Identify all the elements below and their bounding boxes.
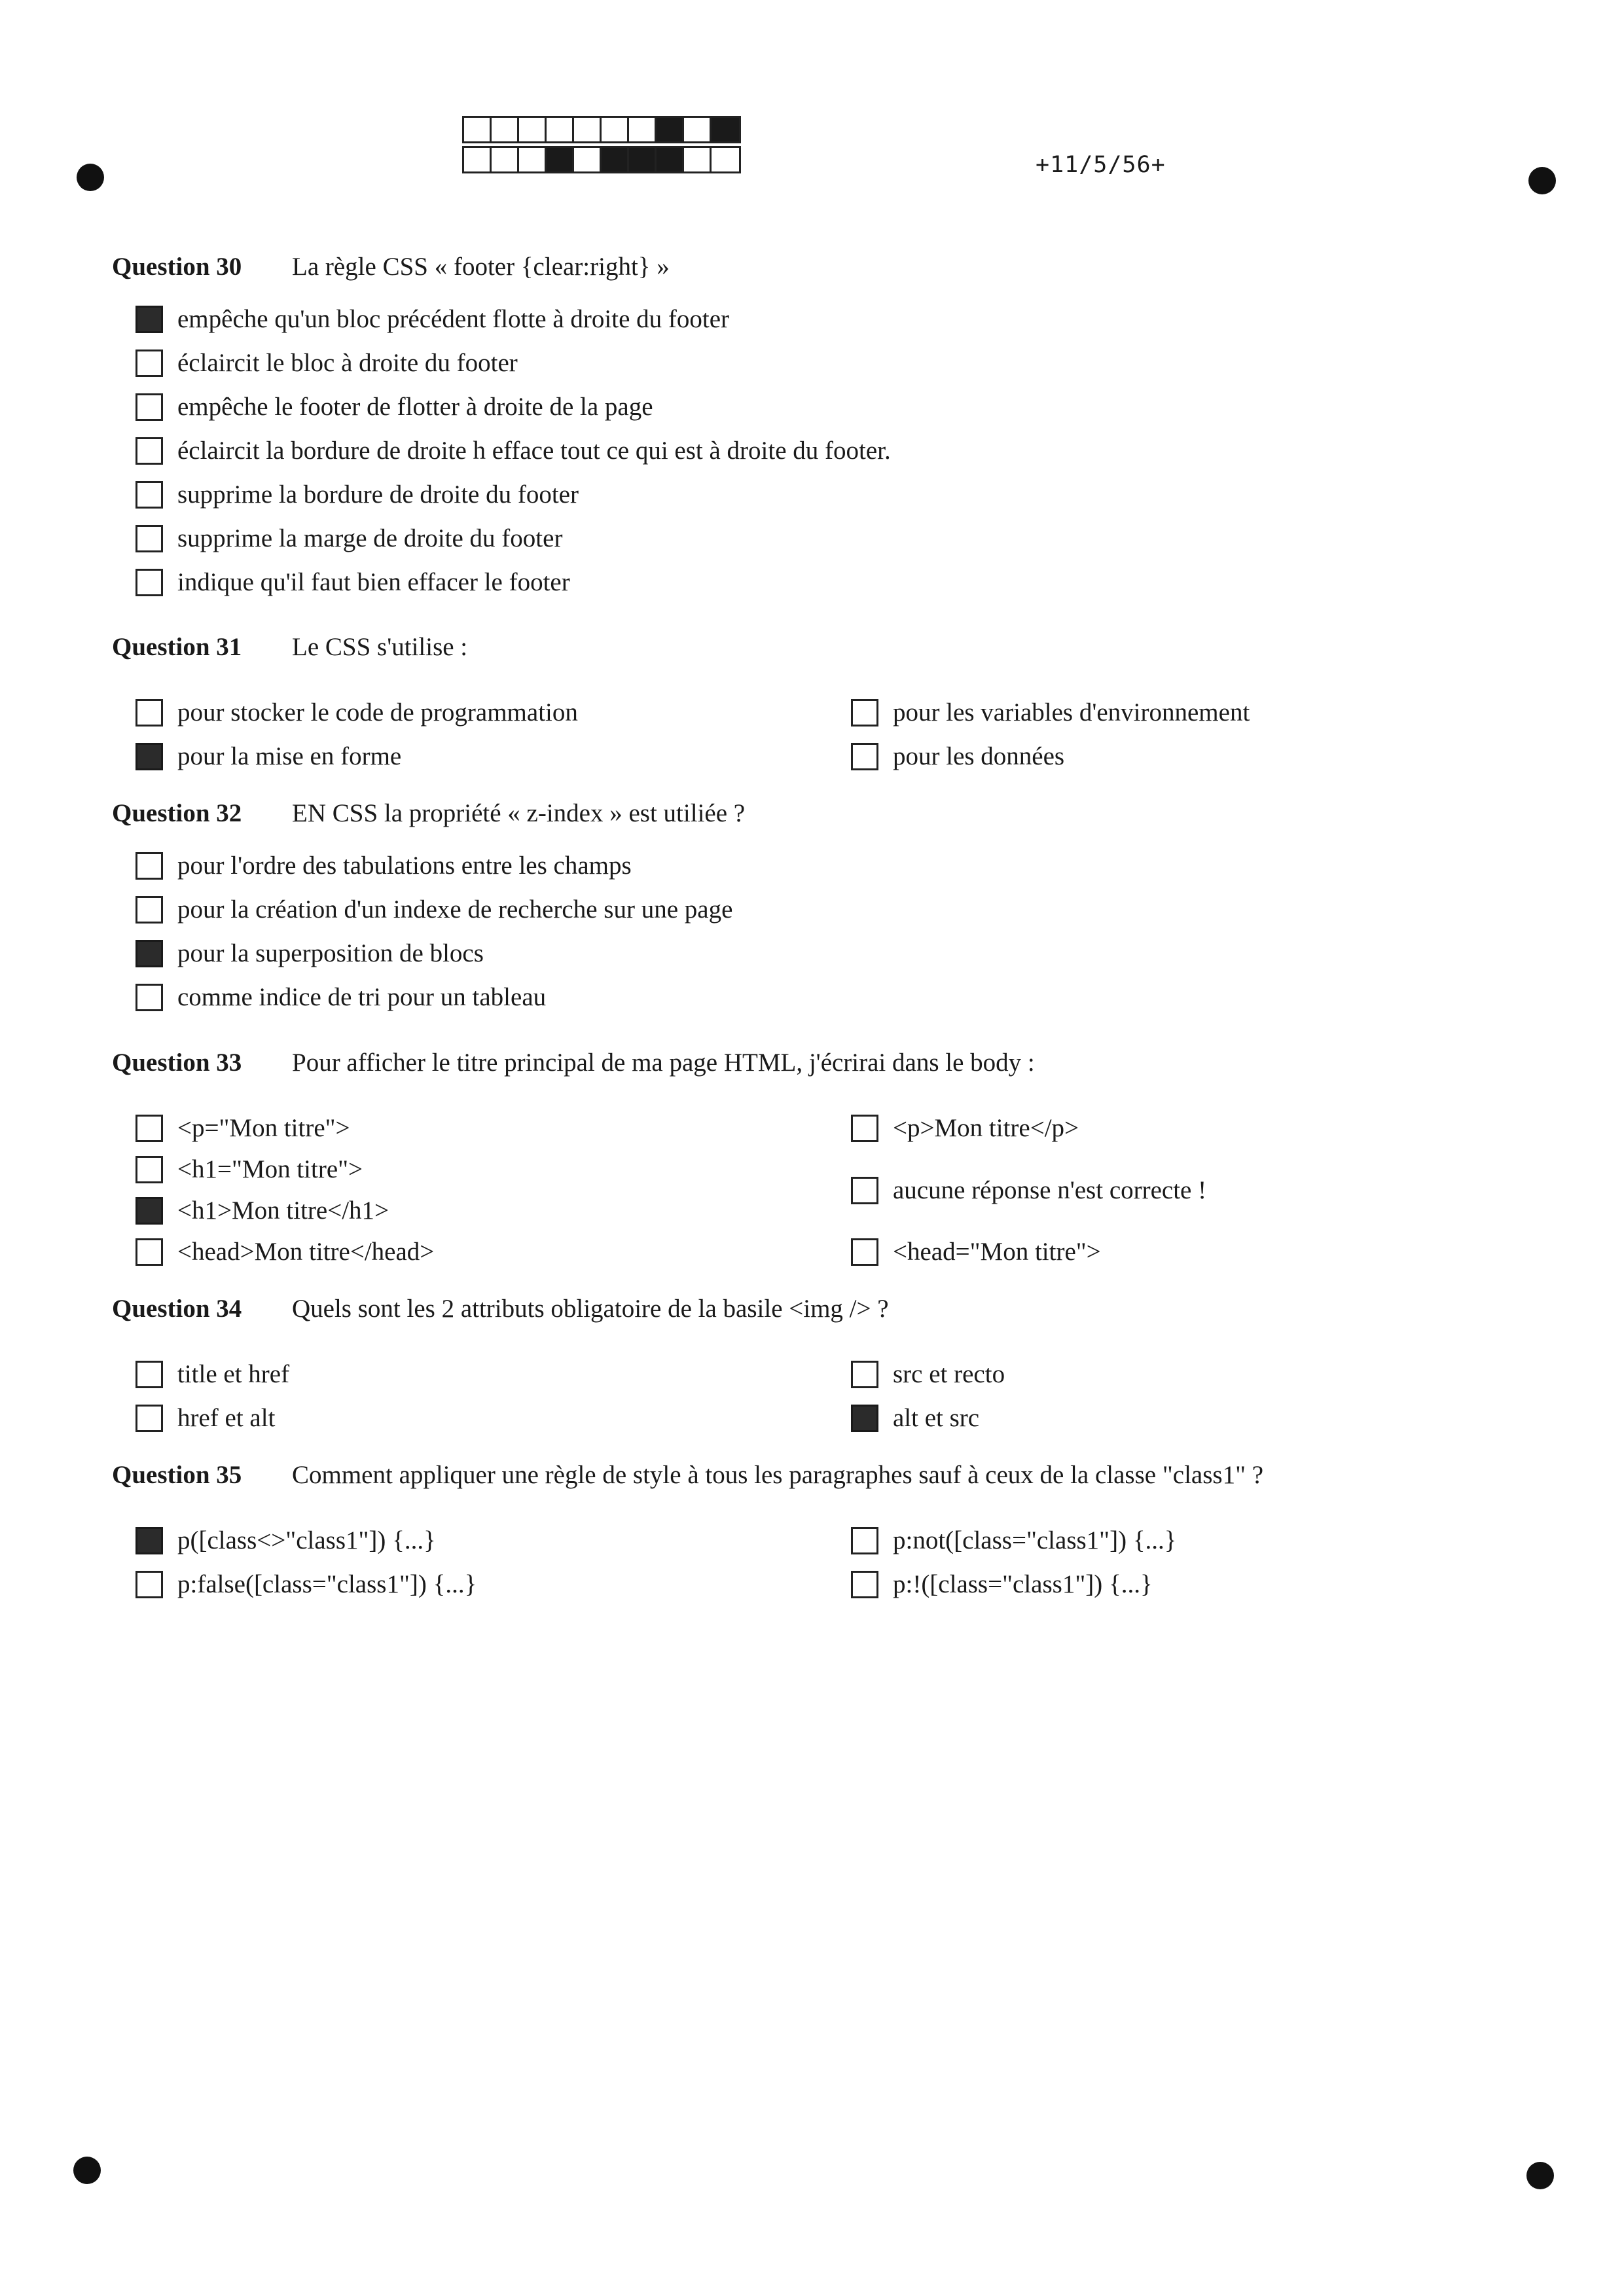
q32-option-4[interactable] [135, 982, 546, 1012]
barcode-cell [712, 148, 739, 171]
checkbox[interactable] [851, 1527, 878, 1554]
registration-mark-top-right [1528, 167, 1556, 194]
q34-option-3[interactable] [851, 1359, 1005, 1389]
registration-mark-bottom-left [73, 2157, 101, 2184]
checkbox[interactable] [135, 1571, 163, 1598]
barcode-row-1 [462, 116, 741, 143]
checkbox[interactable] [851, 1238, 878, 1266]
q30-option-3[interactable] [135, 392, 653, 422]
option-label: pour les variables d'environnement [893, 698, 1250, 726]
q32-option-1[interactable] [135, 851, 632, 880]
barcode-cell [574, 148, 602, 171]
q33-option-6[interactable] [851, 1175, 1206, 1205]
barcode-cell [574, 118, 602, 141]
option-label: comme indice de tri pour un tableau [177, 983, 547, 1011]
option-label: aucune réponse n'est correcte ! [893, 1176, 1207, 1204]
q33-option-1[interactable] [135, 1113, 350, 1143]
option-label: pour la superposition de blocs [177, 939, 484, 967]
q32-option-2[interactable] [135, 895, 732, 924]
checkbox-checked[interactable] [135, 1527, 163, 1554]
option-label: pour l'ordre des tabulations entre les champs [177, 852, 632, 880]
option-label: p([class<>"class1"]) {...} [177, 1526, 436, 1554]
option-label: pour la mise en forme [177, 742, 402, 770]
option-label: éclaircit la bordure de droite h efface tout ce qui est à droite du footer. [177, 437, 891, 465]
option-label: <h1="Mon titre"> [177, 1155, 363, 1183]
checkbox[interactable] [135, 1405, 163, 1432]
checkbox[interactable] [135, 852, 163, 880]
option-label: <head>Mon titre</head> [177, 1238, 435, 1266]
question-text: Comment appliquer une règle de style à tous les paragraphes sauf à ceux de la classe "class1" ? [292, 1461, 1264, 1489]
barcode-cell [684, 148, 712, 171]
option-label: p:not([class="class1"]) {...} [893, 1526, 1177, 1554]
q30-option-1[interactable] [135, 304, 729, 334]
q33-option-4[interactable] [135, 1237, 434, 1266]
checkbox[interactable] [851, 699, 878, 726]
checkbox[interactable] [135, 569, 163, 596]
barcode-cell [629, 148, 657, 171]
question-33-heading [112, 1048, 1035, 1077]
question-text: Quels sont les 2 attributs obligatoire de la basile <img /> ? [292, 1295, 889, 1323]
checkbox-checked[interactable] [135, 940, 163, 967]
checkbox[interactable] [851, 1361, 878, 1388]
barcode-cell [684, 118, 712, 141]
q33-option-3[interactable] [135, 1196, 389, 1225]
barcode-cell [464, 148, 492, 171]
option-label: pour les données [893, 742, 1065, 770]
option-label: p:!([class="class1"]) {...} [893, 1570, 1153, 1598]
checkbox[interactable] [135, 525, 163, 552]
option-label: supprime la marge de droite du footer [177, 524, 563, 552]
option-label: empêche le footer de flotter à droite de la page [177, 393, 653, 421]
q31-option-1[interactable] [135, 698, 578, 727]
option-label: p:false([class="class1"]) {...} [177, 1570, 477, 1598]
option-label: éclaircit le bloc à droite du footer [177, 349, 518, 377]
checkbox[interactable] [135, 393, 163, 421]
q34-option-4[interactable] [851, 1403, 979, 1433]
barcode-row-2 [462, 146, 741, 173]
barcode-cell [629, 118, 657, 141]
checkbox[interactable] [135, 1156, 163, 1183]
q30-option-7[interactable] [135, 567, 570, 597]
barcode-cell [657, 148, 684, 171]
option-label: <p="Mon titre"> [177, 1114, 350, 1142]
question-text: Le CSS s'utilise : [292, 633, 468, 661]
barcode-cell [519, 148, 547, 171]
barcode-cell [492, 118, 519, 141]
option-label: supprime la bordure de droite du footer [177, 480, 579, 509]
question-34-heading [112, 1294, 889, 1323]
q35-option-3[interactable] [851, 1526, 1177, 1555]
q30-option-4[interactable] [135, 436, 891, 465]
option-label: alt et src [893, 1404, 980, 1432]
question-number: Question 33 [112, 1049, 242, 1077]
option-label: title et href [177, 1360, 290, 1388]
checkbox-checked[interactable] [135, 1197, 163, 1225]
checkbox[interactable] [851, 743, 878, 770]
q31-option-4[interactable] [851, 742, 1064, 771]
q35-option-1[interactable] [135, 1526, 436, 1555]
q33-option-2[interactable] [135, 1155, 363, 1184]
barcode-cell [519, 118, 547, 141]
page-code: +11/5/56+ [1036, 152, 1166, 178]
checkbox[interactable] [851, 1571, 878, 1598]
question-number: Question 31 [112, 633, 242, 661]
checkbox[interactable] [135, 984, 163, 1011]
question-30-heading [112, 252, 670, 281]
checkbox[interactable] [851, 1115, 878, 1142]
q33-option-5[interactable] [851, 1113, 1079, 1143]
q30-option-5[interactable] [135, 480, 579, 509]
barcode-cell [602, 118, 629, 141]
q31-option-2[interactable] [135, 742, 401, 771]
question-number: Question 34 [112, 1295, 242, 1323]
checkbox[interactable] [135, 1361, 163, 1388]
checkbox[interactable] [135, 1115, 163, 1142]
registration-mark-bottom-right [1526, 2162, 1554, 2189]
checkbox-checked[interactable] [135, 306, 163, 333]
q32-option-3[interactable] [135, 939, 484, 968]
q34-option-2[interactable] [135, 1403, 275, 1433]
option-label: <p>Mon titre</p> [893, 1114, 1079, 1142]
question-35-heading [112, 1460, 1263, 1490]
checkbox[interactable] [135, 699, 163, 726]
option-label: src et recto [893, 1360, 1005, 1388]
option-label: empêche qu'un bloc précédent flotte à droite du footer [177, 305, 730, 333]
checkbox[interactable] [135, 1238, 163, 1266]
option-label: indique qu'il faut bien effacer le footer [177, 568, 570, 596]
q31-option-3[interactable] [851, 698, 1250, 727]
q33-option-7[interactable] [851, 1237, 1101, 1266]
barcode-cell [602, 148, 629, 171]
q30-option-6[interactable] [135, 524, 562, 553]
question-32-heading [112, 798, 745, 828]
barcode-cell [547, 118, 574, 141]
barcode-cell [712, 118, 739, 141]
checkbox-checked[interactable] [135, 743, 163, 770]
option-label: pour la création d'un indexe de recherche sur une page [177, 895, 733, 924]
barcode-cell [547, 148, 574, 171]
barcode-cell [464, 118, 492, 141]
option-label: href et alt [177, 1404, 276, 1432]
checkbox[interactable] [135, 896, 163, 924]
question-number: Question 35 [112, 1461, 242, 1489]
checkbox-checked[interactable] [851, 1405, 878, 1432]
question-text: La règle CSS « footer {clear:right} » [292, 253, 670, 281]
q35-option-2[interactable] [135, 1570, 477, 1599]
question-number: Question 30 [112, 253, 242, 281]
q35-option-4[interactable] [851, 1570, 1153, 1599]
question-number: Question 32 [112, 799, 242, 827]
option-label: <head="Mon titre"> [893, 1238, 1101, 1266]
q30-option-2[interactable] [135, 348, 518, 378]
registration-mark-top-left [77, 164, 104, 191]
question-31-heading [112, 632, 467, 662]
barcode-cell [657, 118, 684, 141]
question-text: Pour afficher le titre principal de ma page HTML, j'écrirai dans le body : [292, 1049, 1035, 1077]
checkbox[interactable] [135, 350, 163, 377]
option-label: <h1>Mon titre</h1> [177, 1196, 389, 1225]
barcode-cell [492, 148, 519, 171]
checkbox[interactable] [135, 481, 163, 509]
option-label: pour stocker le code de programmation [177, 698, 578, 726]
question-text: EN CSS la propriété « z-index » est utiliée ? [292, 799, 746, 827]
checkbox[interactable] [851, 1177, 878, 1204]
q34-option-1[interactable] [135, 1359, 289, 1389]
checkbox[interactable] [135, 437, 163, 465]
